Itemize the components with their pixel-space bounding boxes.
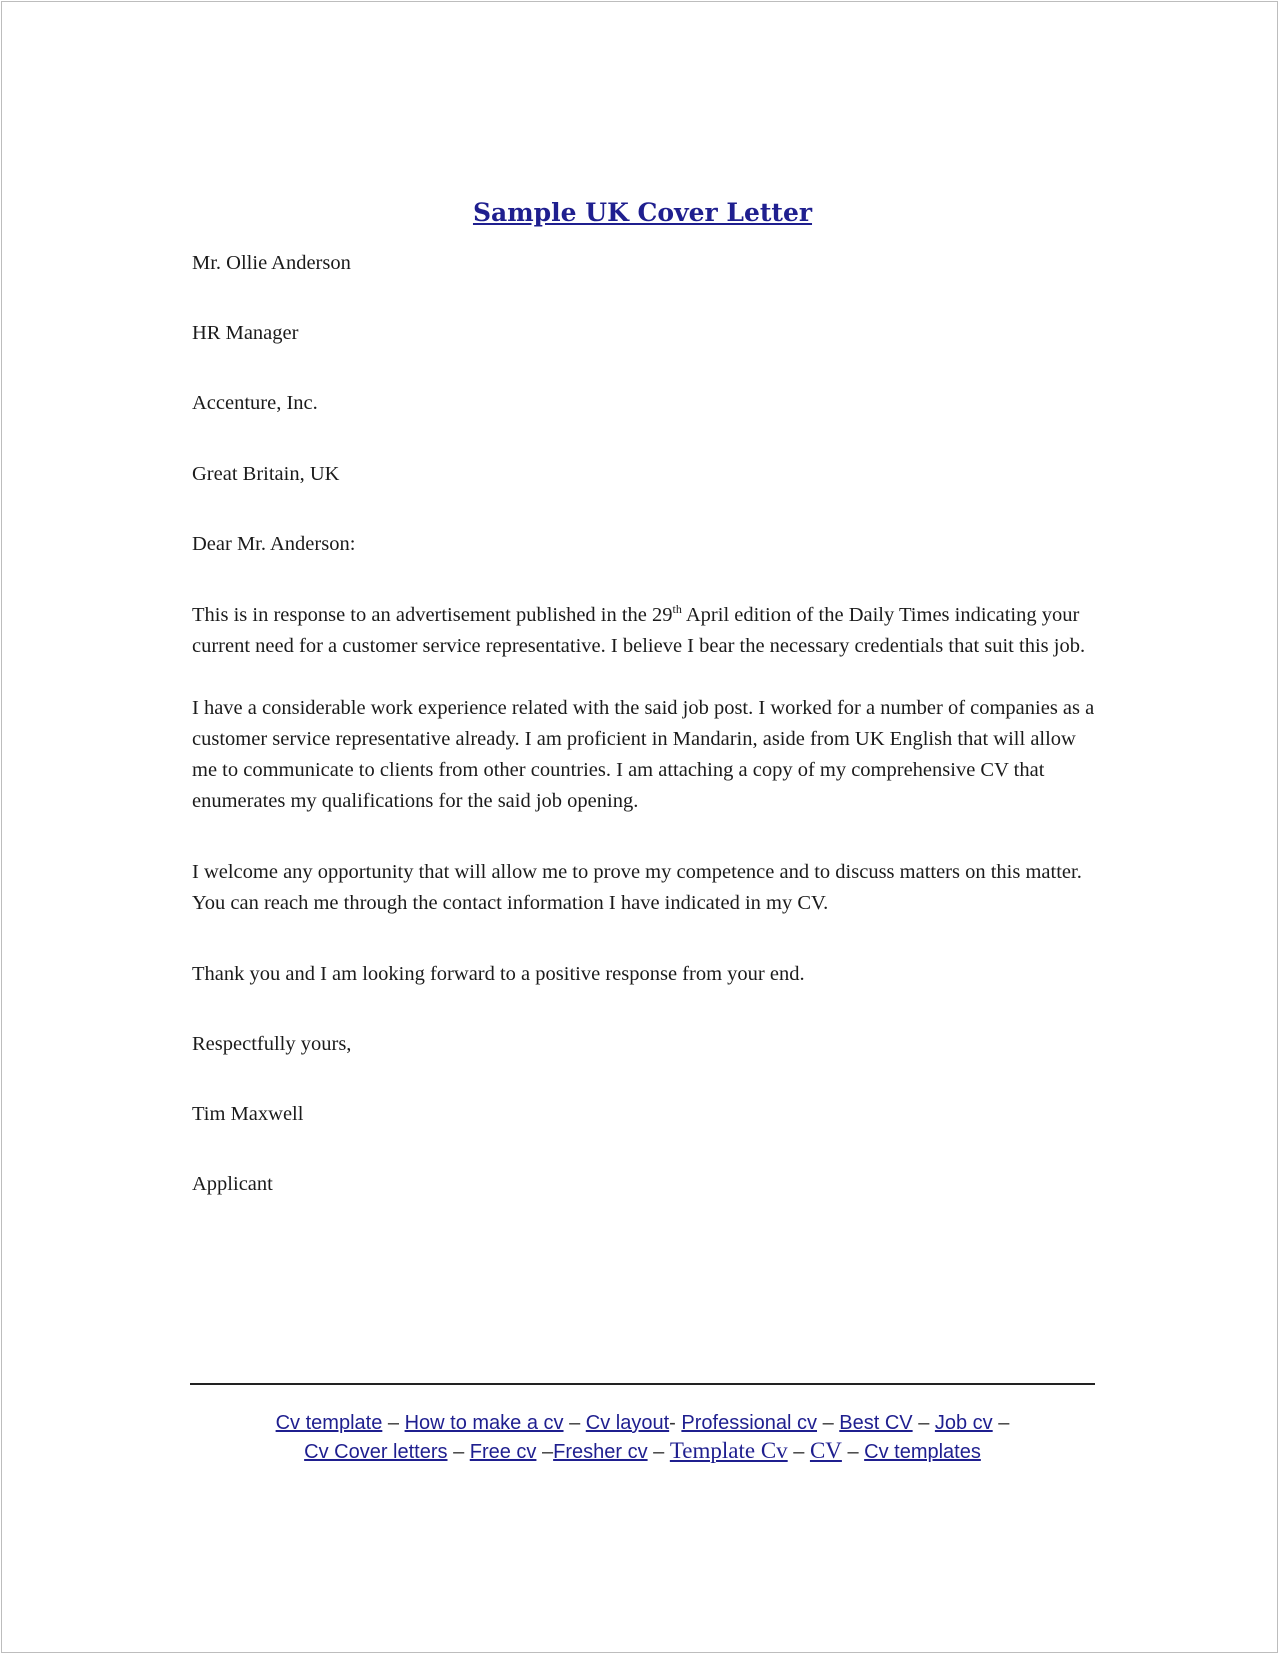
document-page bbox=[1, 1, 1278, 1653]
separator: – bbox=[453, 1441, 465, 1463]
link-cv[interactable]: CV bbox=[809, 1438, 842, 1463]
separator: – bbox=[793, 1441, 805, 1463]
link-free-cv[interactable]: Free cv bbox=[469, 1441, 537, 1463]
link-cv-templates[interactable]: Cv templates bbox=[864, 1441, 981, 1463]
salutation: Dear Mr. Anderson: bbox=[192, 533, 356, 555]
footer-links bbox=[2, 1409, 1281, 1466]
body-paragraph-4: Thank you and I am looking forward to a positive response from your end. bbox=[192, 963, 805, 985]
separator: – bbox=[387, 1412, 400, 1434]
separator: – bbox=[653, 1441, 665, 1463]
body-paragraph-1 bbox=[192, 600, 1102, 662]
link-how-to-make-cv[interactable]: How to make a cv bbox=[404, 1412, 564, 1434]
footer-divider bbox=[190, 1383, 1095, 1385]
footer-line-2 bbox=[2, 1437, 1281, 1466]
separator: – bbox=[918, 1412, 930, 1434]
recipient-name: Mr. Ollie Anderson bbox=[192, 252, 351, 274]
link-fresher-cv[interactable]: Fresher cv bbox=[553, 1441, 648, 1463]
body-paragraph-2: I have a considerable work experience related with the said job post. I worked for a number of companies as a customer service representative already. I am proficient in Mandarin, aside from UK English that will allow me to communicate to clients from other countries. I am attaching a copy of my comprehensive CV that enumerates my qualifications for the said job opening. bbox=[192, 697, 1095, 812]
separator: – bbox=[569, 1412, 581, 1434]
link-best-cv[interactable]: Best CV bbox=[839, 1412, 913, 1434]
closing: Respectfully yours, bbox=[192, 1033, 352, 1055]
document-title: Sample UK Cover Letter bbox=[472, 198, 813, 227]
link-cv-cover-letters[interactable]: Cv Cover letters bbox=[304, 1441, 448, 1463]
link-cv-template[interactable]: Cv template bbox=[275, 1412, 383, 1434]
link-template-cv[interactable]: Template Cv bbox=[669, 1438, 788, 1463]
separator: – bbox=[847, 1441, 859, 1463]
link-cv-layout[interactable]: Cv layout bbox=[585, 1412, 670, 1434]
link-professional-cv[interactable]: Professional cv bbox=[681, 1412, 818, 1434]
body-paragraph-3: I welcome any opportunity that will allow me to prove my competence and to discuss matters on this matter. You can reach me through the contact information I have indicated in my CV. bbox=[192, 861, 1082, 914]
separator: – bbox=[822, 1412, 834, 1434]
p1-superscript: th bbox=[672, 602, 682, 616]
link-job-cv[interactable]: Job cv bbox=[934, 1412, 993, 1434]
recipient-position: HR Manager bbox=[192, 322, 299, 344]
p1-text-end: April edition of the Daily Times indicating your current need for a customer service representative. I believe I bear the necessary credentials that suit this job. bbox=[192, 604, 1086, 657]
recipient-location: Great Britain, UK bbox=[192, 463, 340, 485]
separator: – bbox=[542, 1441, 554, 1463]
separator: – bbox=[998, 1412, 1010, 1434]
footer-line-1 bbox=[2, 1409, 1281, 1437]
signature-name: Tim Maxwell bbox=[192, 1103, 304, 1125]
separator: - bbox=[669, 1412, 676, 1434]
p1-text-start: This is in response to an advertisement published in the 29 bbox=[192, 604, 673, 626]
recipient-company: Accenture, Inc. bbox=[192, 392, 318, 414]
signature-title: Applicant bbox=[192, 1173, 273, 1195]
